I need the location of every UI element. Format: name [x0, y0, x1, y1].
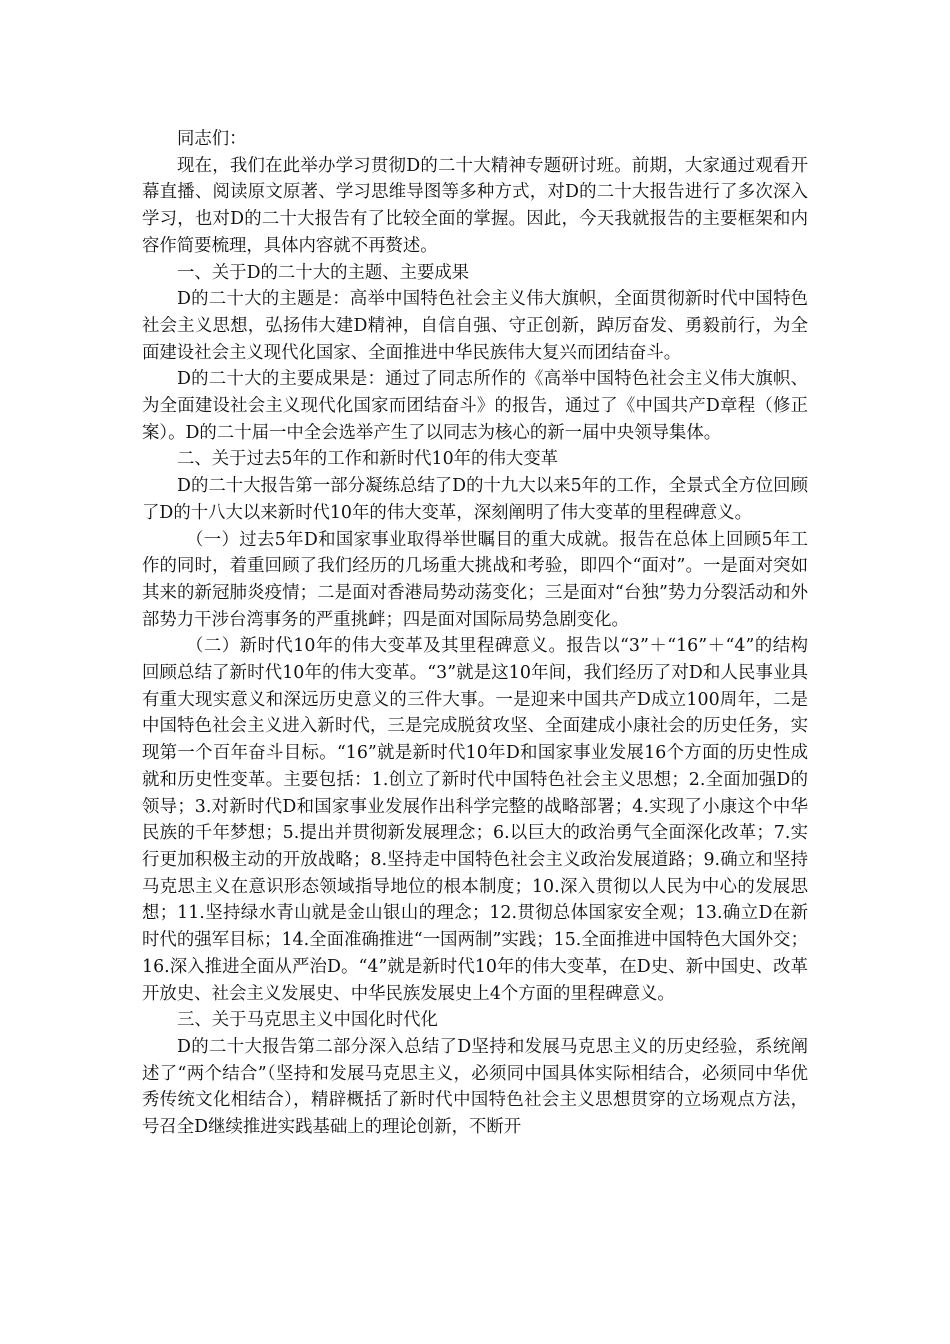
paragraph-outcomes: D的二十大的主要成果是：通过了同志所作的《高举中国特色社会主义伟大旗帜、为全面建设社会主义现代化国家而团结奋斗》的报告，通过了《中国共产D章程（修正案）。D的二十届一中全会选举产生了以同志为核心的新一届中央领导集体。 [142, 369, 808, 443]
subsection-new-era-ten-years: （二）新时代10年的伟大变革及其里程碑意义。报告以“3”＋“16”＋“4”的结构回顾总结了新时代10年的伟大变革。“3”就是这10年间，我们经历了对D和人民事业具有重大现实意义和深远历史意义的三件大事。一是迎来中国共产D成立100周年，二是中国特色社会主义进入新时代，三是完成脱贫攻坚、全面建成小康社会的历史任务，实现第一个百年奋斗目标。“16”就是新时代10年D和国家事业发展16个方面的历史性成就和历史性变革。主要包括：1.创立了新时代中国特色社会主义思想；2.全面加强D的领导；3.对新时代D和国家事业发展作出科学完整的战略部署；4.实现了小康这个中华民族的千年梦想；5.提出并贯彻新发展理念；6.以巨大的政治勇气全面深化改革；7.实行更加积极主动的开放战略；8.坚持走中国特色社会主义政治发展道路；9.确立和坚持马克思主义在意识形态领域指导地位的根本制度；10.深入贯彻以人民为中心的发展思想；11.坚持绿水青山就是金山银山的理念；12.贯彻总体国家安全观；13.确立D在新时代的强军目标；14.全面准确推进“一国两制”实践；15.全面推进中国特色大国外交；16.深入推进全面从严治D。“4”就是新时代10年的伟大变革，在D史、新中国史、改革开放史、社会主义发展史、中华民族发展史上4个方面的里程碑意义。 [142, 636, 808, 1004]
paragraph-part-one-summary: D的二十大报告第一部分凝练总结了D的十九大以来5年的工作，全景式全方位回顾了D的十八大以来新时代10年的伟大变革，深刻阐明了伟大变革的里程碑意义。 [142, 476, 808, 523]
section-heading-3: 三、关于马克思主义中国化时代化 [177, 1010, 438, 1031]
document-body [142, 126, 808, 1141]
subsection-past-five-years: （一）过去5年D和国家事业取得举世瞩目的重大成就。报告在总体上回顾5年工作的同时，着重回顾了我们经历的几场重大挑战和考验，即四个“面对”。一是面对突如其来的新冠肺炎疫情；二是面对香港局势动荡变化；三是面对“台独”势力分裂活动和外部势力干涉台湾事务的严重挑衅；四是面对国际局势急剧变化。 [142, 529, 808, 630]
salutation: 同志们： [177, 129, 247, 149]
section-heading-1: 一、关于D的二十大的主题、主要成果 [177, 262, 470, 283]
paragraph-part-two-summary: D的二十大报告第二部分深入总结了D坚持和发展马克思主义的历史经验，系统阐述了“两个结合”（坚持和发展马克思主义，必须同中国具体实际相结合，必须同中华优秀传统文化相结合），精辟概括了新时代中国特色社会主义思想贯穿的立场观点方法，号召全D继续推进实践基础上的理论创新，不断开 [142, 1036, 808, 1138]
paragraph-theme: D的二十大的主题是：高举中国特色社会主义伟大旗帜，全面贯彻新时代中国特色社会主义思想，弘扬伟大建D精神，自信自强、守正创新，踔厉奋发、勇毅前行，为全面建设社会主义现代化国家、全面推进中华民族伟大复兴而团结奋斗。 [142, 289, 808, 363]
section-heading-2: 二、关于过去5年的工作和新时代10年的伟大变革 [177, 449, 559, 470]
intro-paragraph: 现在，我们在此举办学习贯彻D的二十大精神专题研讨班。前期，大家通过观看开幕直播、阅读原文原著、学习思维导图等多种方式，对D的二十大报告进行了多次深入学习，也对D的二十大报告有了比较全面的掌握。因此，今天我就报告的主要框架和内容作简要梳理，具体内容就不再赘述。 [142, 155, 808, 256]
